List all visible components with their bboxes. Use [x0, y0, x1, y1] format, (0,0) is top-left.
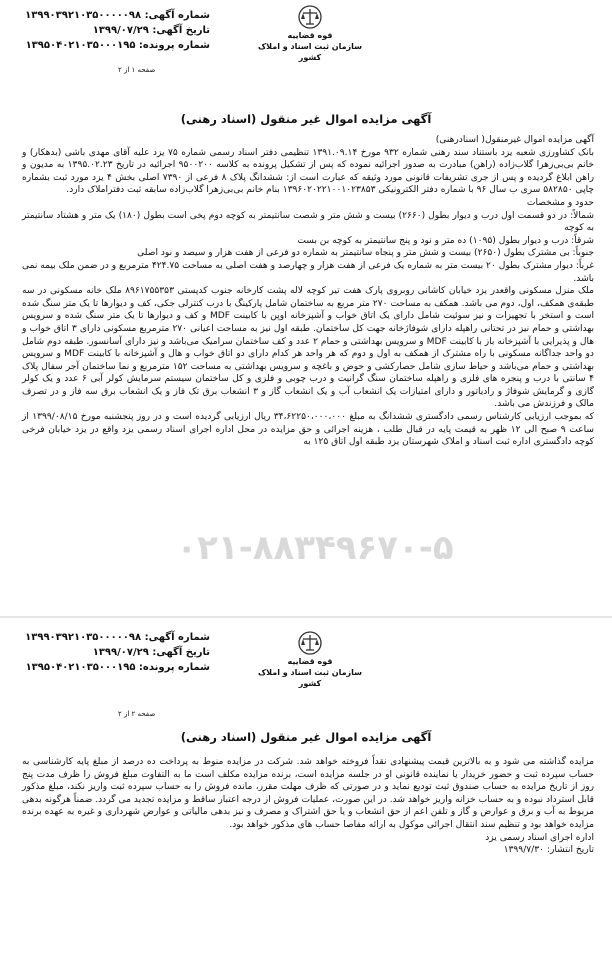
announcement-number: شماره آگهی: ۱۳۹۹۰۳۹۲۱۰۳۵۰۰۰۰۰۹۸: [25, 632, 210, 643]
page-number: صفحه ۲ از ۲: [118, 710, 156, 718]
publication-date: تاریخ انتشار: ۱۳۹۹/۷/۳۰: [503, 845, 594, 856]
announcement-meta: [10, 8, 210, 53]
body-heading: آگهی مزایده اموال غیرمنقول( اسنادرهنی): [435, 135, 594, 145]
emblem-subtitle: سازمان ثبت اسناد و املاک کشور: [257, 42, 363, 62]
body-paragraph: که بموجب ارزیابی کارشناس رسمی دادگستری ششدانگ به مبلغ ۳۴،۶۲۲۵۰،۰۰۰،۰۰۰ ریال ارزیابی گردیده است و در روز پنجشنبه مورخ ۱۳۹۹/۰۸/۱۵ از ساعت ۹ صبح الی ۱۲ ظهر به قیمت پایه در قبال طلب ، هزینه اجرائی و حق مزایده در محل اداره اجرای اسناد رسمی یزد واقع در یزد خیابان فرخی کوچه دادگستری اداره ثبت اسناد و املاک شهرستان یزد طبقه اول اتاق ۱۲۵ به: [22, 412, 595, 448]
watermark-phone: ۰۲۱-۸۸۳۴۹۶۷۰-۵: [176, 528, 454, 568]
body-paragraph: غرباً: دیوار مشترک بطول ۲۰ بیست متر به شماره یک فرعی از هفت هزار و چهارصد و هفت اصلی به مساحت ۴۲۴.۷۵ مترمربع و در ضمن ملک بیمه نمی باشد.: [22, 260, 594, 284]
body-paragraph: جنوباً: بی مشترک بطول (۲۶۵۰) بیست و شش متر و پنجاه سانتیمتر به شماره دو فرعی از هفت هزار و سیصد و نود اصلی: [137, 248, 594, 259]
body-paragraph: شرقاً: درب و دیوار بطول (۱۰۹۵) ده متر و نود و پنج سانتیمتر به کوچه بن بست: [297, 235, 594, 246]
body-paragraph: مزایده گذاشته می شود و به بالاترین قیمت پیشنهادی نقداً فروخته خواهد شد. شرکت در مزایده منوط به پرداخت ده درصد از مبلغ پایه کارشناسی به حساب سپرده ثبت و حضور خریدار یا نماینده قانونی او در جلسه مزایده است، برنده مزایده مکلف است ما به التفاوت مبلغ فروش را ظرف مدت پنج روز از تاریخ مزایده به حساب صندوق ثبت تودیع نماید و در صورتی که ظرف مهلت مقرر، مانده فروش را به حساب سپرده ثبت واریز نکند، مبلغ مذکور قابل استرداد نبوده و به حساب خزانه واریز خواهد شد. در این صورت، عملیات فروش از درجه اعتبار ساقط و مزایده تجدید می گردد. ضمناً هرگونه بدهی مربوط به آب و برق و عوارض و گاز و تلفن اعم از حق انشعاب و یا حق اشتراک و مصرف و نیز بدهی مالیاتی و عوارض شهرداری و غیره به عهده برنده مزایده خواهد بود و تنظیم سند انتقال اجرائی موکول به ارائه مفاصا حساب های مذکور خواهد بود.: [22, 757, 594, 830]
announcement-number: شماره آگهی: ۱۳۹۹۰۳۹۲۱۰۳۵۰۰۰۰۰۹۸: [25, 10, 210, 21]
announcement-page-2: [0, 618, 612, 962]
announcement-meta: [10, 630, 210, 675]
judiciary-emblem-icon: [297, 4, 323, 30]
organization-emblem: [250, 4, 370, 63]
case-number: شماره پرونده: ۱۳۹۵۰۴۰۲۱۰۳۵۰۰۰۱۹۵: [25, 40, 210, 51]
body-paragraph: بانک کشاورزی شعبه یزد باستناد سند رهنی شماره ۹۳۲ مورخ ۱۳۹۱.۰۹.۱۴ تنظیمی دفتر اسناد رسمی شماره ۷۵ یزد علیه آقای مهدی باشی (بدهکار) و خانم بی‌بی‌زهرا گلاب‌زاده (راهن) مبادرت به صدور اجرائیه نموده که پس از تشکیل پرونده به کلاسه ۹۵۰۰۲۰۰ اجرائیه در تاریخ ۱۳۹۵.۰۲.۲۳ به مدیون و راهن ابلاغ گردیده و پس از جری تشریفات قانونی مورد وثیقه که عبارت است از: ششدانگ پلاک ۸ فرعی از ۷۳۹۰ اصلی بخش ۴ یزد مورد ثبت بشماره چاپی ۵۸۲۸۵۰ سری ب سال ۹۶ با شماره دفتر الکترونیکی ۱۳۹۶۰۲۰۲۲۱۰۰۱۰۲۳۸۵۳ بنام خانم بی‌بی‌زهرا گلاب‌زاده سابقه ثبت دفتراملاک دارد.: [22, 147, 595, 196]
emblem-title: قوه قضاییه: [287, 657, 333, 666]
page-title: آگهی مزایده اموال غیر منقول (اسناد رهنی): [180, 730, 432, 744]
body-paragraph: شمالاً: در دو قسمت اول درب و دیوار بطول (۲۶۶۰) بیست و شش متر و شصت سانتیمتر به کوچه دوم پخی است بطول (۱۸۰) یک متر و هشتاد سانتیمتر به کوچه: [22, 210, 594, 234]
emblem-subtitle: سازمان ثبت اسناد و املاک کشور: [257, 668, 363, 688]
body-paragraph: ملک منزل مسکونی واقعدر یزد خیابان کاشانی روبروی پارک هفت تیر کوچه لاله پشت کارخانه جنوب کدپستی ۸۹۶۱۷۵۵۳۵۳ ملک خانه مسکونی در سه طبقه‌ی همکف، اول، دوم می باشد. همکف به مساحت ۲۷۰ متر مربع به ساختمان شامل پارکینگ با درب کنترلی جکی، کف و دیوارها تا یک متر سنگ شده است و استخر با تجهیزات و نیز سوئیت شامل دارای یک اتاق خواب و آشپزخانه اوپن با کابینت MDF و کف و دیوارها تا یک متر سنگ شده و سرویس بهداشتی و حمام نیز در تحتانی راهپله دارای شوفاژخانه جهت کل ساختمان. طبقه اول نیز به مساحت اعیانی ۲۷۰ مترمربع مسکونی دارای ۳ اتاق خواب و هال و پذیرایی با آشپزخانه باز با کابینت MDF و سرویس بهداشتی و حمام ۲ عدد و کف ساختمان سرامیک می‌باشد و نیز دارای آسانسور. طبقه دوم شامل دو واحد جداگانه مسکونی با راه مشترک از همکف به اول و دوم که هر واحد هر کدام دارای دو اتاق خواب و هال و آشپزخانه با کابینت MDF و سرویس بهداشتی و حمام می‌باشد و حیاط سازی شامل حصارکشی و حوض و باغچه و سرویس بهداشتی به مساحت ۱۵۲ مترمربع و نما ساختمان آجر سفال پلاک ۴ سانتی با درب و پنجره های فلزی و راهپله ساختمان سنگ گرانیت و درب چوبی و فلزی و کل ساختمان سیستم سرمایش کولر آبی ۶ عدد و یک کولر گازی و گرمایش شوفاژ و رادیاتور و دارای امتیازات یک انشعاب آب و یک انشعاب گاز و ۳ انشعاب برق تک فاز و یک انشعاب برق سه فاز و در تصرف مالک و فرزندش می باشد.: [22, 286, 595, 410]
emblem-title: قوه قضاییه: [287, 31, 333, 40]
organization-emblem: [250, 630, 370, 689]
page-title: آگهی مزایده اموال غیر منقول (اسناد رهنی): [180, 112, 432, 126]
announcement-body: [22, 756, 594, 857]
announcement-date: تاریخ آگهی: ۱۳۹۹/۰۷/۲۹: [92, 647, 210, 658]
case-number: شماره پرونده: ۱۳۹۵۰۴۰۲۱۰۳۵۰۰۰۱۹۵: [25, 662, 210, 673]
announcement-body: [22, 134, 594, 449]
page-number: صفحه ۱ از ۲: [118, 66, 156, 74]
judiciary-emblem-icon: [297, 630, 323, 656]
issuer-line: اداره اجرای اسناد رسمی یزد: [485, 832, 594, 843]
announcement-date: تاریخ آگهی: ۱۳۹۹/۰۷/۲۹: [92, 25, 210, 36]
body-paragraph: حدود و مشخصات: [526, 197, 594, 208]
